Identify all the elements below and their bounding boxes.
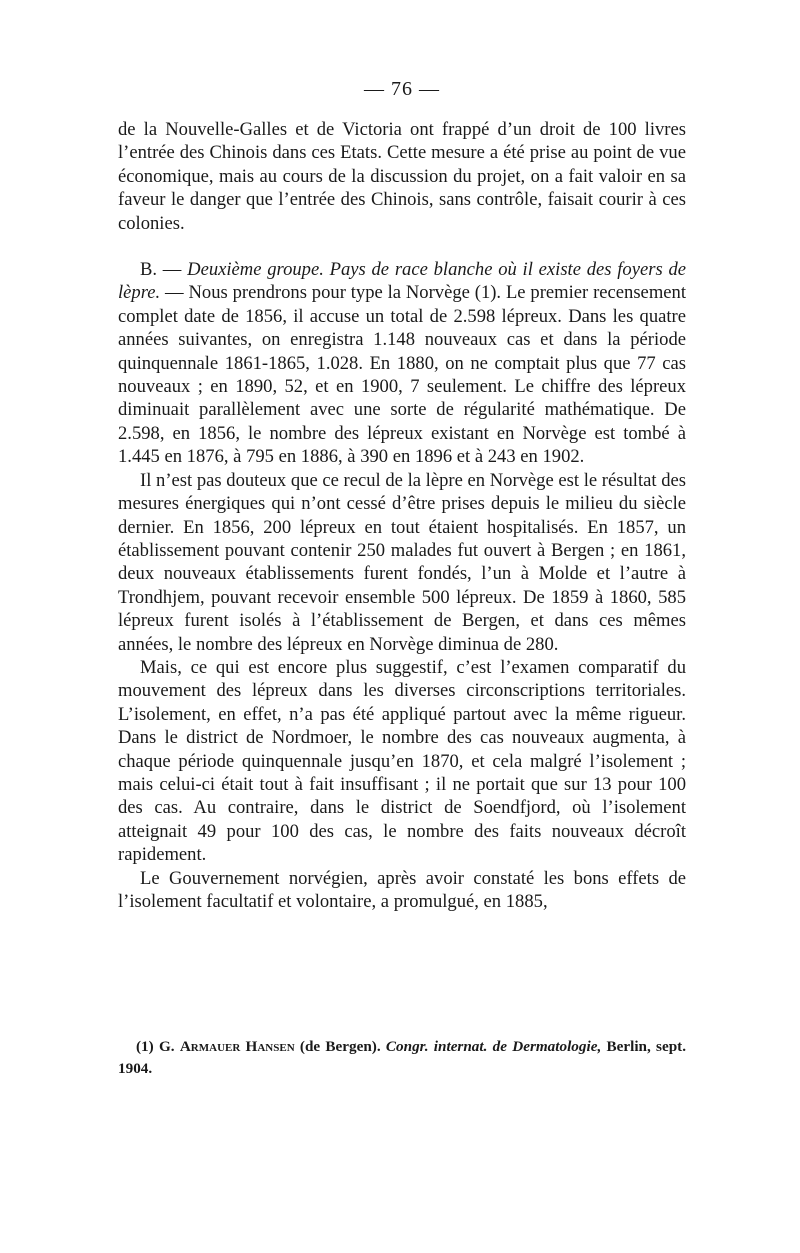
paragraph-2-text: — Nous prendrons pour type la Norvège (1). Le premier recensement complet date de 1856, il accuse un total de 2.598 lépreux. Dans les quatre années suivantes, on enregistra 1.148 nouveaux cas et dans la période quinquennale 1861-1865, 1.028. En 1880, on ne comptait plus que 77 cas nouveaux ; en 1890, 52, et en 1900, 7 seulement. Le chiffre des lépreux diminuait parallèlement avec une sorte de régularité mathématique. De 2.598, en 1856, le nombre des lépreux existant en Norvège est tombé à 1.445 en 1876, à 795 en 1886, à 390 en 1896 et à 243 en 1902. (118, 282, 686, 468)
footnote-place: Berlin, sept. 1904. (118, 1038, 687, 1077)
section-label: B. — (140, 259, 188, 281)
paragraph-1: de la Nouvelle-Galles et de Victoria ont frappé d’un droit de 100 livres l’entrée des Chinois dans ces Etats. Cette mesure a été prise au point de vue économique, mais au cours de la discussion du projet, on a fait valoir en sa faveur le danger que l’entrée des Chinois, sans contrôle, faisait courir à ces colonies. (118, 119, 686, 234)
footnote-source: (de Bergen). (294, 1038, 386, 1055)
paragraph-4: Mais, ce qui est encore plus suggestif, c’est l’examen comparatif du mouvement des lépreux dans les diverses circonscriptions territoriales. L’isolement, en effet, n’a pas été appliqué partout avec la même rigueur. Dans le district de Nordmoer, le nombre des cas nouveaux augmenta, à chaque période quinquennale jusqu’en 1870, et cela malgré l’isolement ; mais celui-ci était tout à fait insuffisant ; il ne portait que sur 13 pour 100 des cas. Au contraire, dans le district de Soendfjord, où l’isolement atteignait 49 pour 100 des cas, le nombre des faits nouveaux décroît rapidement. (118, 656, 686, 866)
paragraph-3: Il n’est pas douteux que ce recul de la lèpre en Norvège est le résultat des mesures énergiques qui n’ont cessé d’être prises depuis le milieu du siècle dernier. En 1856, 200 lépreux en tout étaient hospitalisés. En 1857, un établissement pouvant contenir 250 malades fut ouvert à Bergen ; en 1861, deux nouveaux établissements furent fondés, l’un à Molde et l’autre à Trondhjem, pouvant recevoir ensemble 500 lépreux. De 1859 à 1860, 585 lépreux furent isolés à l’établissement de Bergen, et dans ces mêmes années, le nombre des lépreux en Norvège diminua de 280. (118, 469, 686, 655)
page-number: — 76 — (364, 78, 440, 100)
footnote-author: Armauer Hansen (179, 1038, 295, 1055)
footnote-journal: Congr. internat. de Dermatologie, (385, 1038, 602, 1055)
paragraph-5: Le Gouvernement norvégien, après avoir constaté les bons effets de l’isolement facultatif et volontaire, a promulgué, en 1885, (118, 867, 686, 912)
footnote (118, 1036, 686, 1080)
paragraph-2 (118, 258, 686, 469)
footnote-marker: (1) G. (136, 1038, 180, 1055)
section-title: Deuxième groupe. Pays de race blanche où il existe des foyers de lèpre. (118, 259, 686, 304)
body-text (118, 118, 686, 913)
footnote-text (118, 1036, 686, 1080)
